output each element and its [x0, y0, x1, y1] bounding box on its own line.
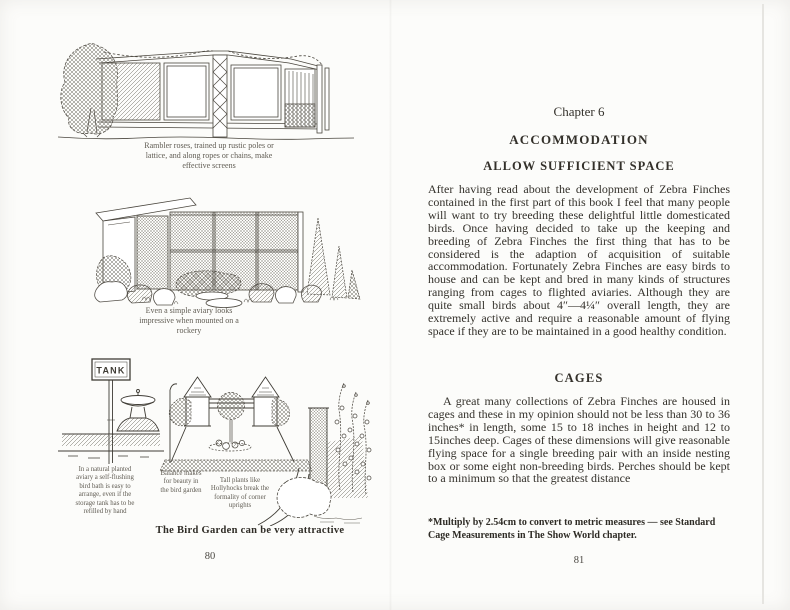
- round-tree: [209, 393, 251, 452]
- figure1-caption: Rambler roses, trained up rustic poles or lattice, and along ropes or chains, make effective screens: [144, 141, 274, 170]
- figure2-caption: Even a simple aviary looks impressive when mounted on a rockery: [139, 306, 239, 335]
- metric-conversion-footnote: *Multiply by 2.54cm to convert to metric measures — see Standard Cage Measurements in The Show World chapter.: [428, 517, 716, 541]
- figure3-caption-middle: Balance makes for beauty in the bird garden: [160, 470, 202, 494]
- left-page-number: 80: [204, 551, 216, 562]
- tank-sign: [58, 359, 164, 464]
- figure-aviary-on-rockery: [94, 192, 386, 310]
- page-gutter-shadow: [389, 0, 392, 610]
- page-edge-shadow: [762, 4, 764, 604]
- lattice-post: [213, 55, 227, 137]
- left-border-shrub: [169, 398, 191, 426]
- rose-bush: [61, 44, 118, 137]
- right-border-shrub: [272, 398, 290, 425]
- figure3-caption-right: Tall plants like Hollyhocks break the formality of corner uprights: [210, 477, 270, 510]
- figure-rose-screen-aviary: [56, 36, 358, 144]
- cages-heading: CAGES: [554, 371, 604, 385]
- body-paragraph-1: After having read about the development of Zebra Finches contained in the first part of this book I feel that many people will want to try breeding these delightful little domesticated birds. Once having decided to take up the keeping and breeding of Zebra Finches the first thing that has to be considered is the adaption of acquisition of suitable accommodation. Fortunately Zebra Finches are easy birds to house and can be kept and bred in many kinds of structures ranging from cages to flighted aviaries. Although they are quite small birds about 4″—4¼″ overall length, they are extremely active and require a reasonable amount of flying space if they are to be maintained in a good healthy condition.: [428, 182, 730, 338]
- chapter-heading: Chapter 6: [553, 104, 605, 119]
- bird-bath: [117, 390, 159, 432]
- foreground-tufts: [314, 516, 362, 523]
- figure-group-title: The Bird Garden can be very attractive: [155, 525, 345, 536]
- right-page-number: 81: [573, 555, 585, 566]
- body-paragraph-2: A great many collections of Zebra Finches are housed in cages and these in my opinion should not be less than 30 to 36 inches* in length, some 15 to 18 inches in height and 12 to 15inches deep. Cages of these dimensions will give reasonable flying space for a single breeding pair with an inside nesting box or some eight non-breeding birds. Perches should be kept to a minimum so that the greatest distance: [428, 394, 730, 486]
- accommodation-heading: ACCOMMODATION: [509, 132, 649, 147]
- allow-sufficient-space-heading: ALLOW SUFFICIENT SPACE: [483, 159, 675, 173]
- figure3-caption-left: In a natural planted aviary a self-flushing bird bath is easy to arrange, even if the storage tank has to be refilled by hand: [75, 466, 135, 516]
- tank-sign-label: TANK: [96, 365, 126, 376]
